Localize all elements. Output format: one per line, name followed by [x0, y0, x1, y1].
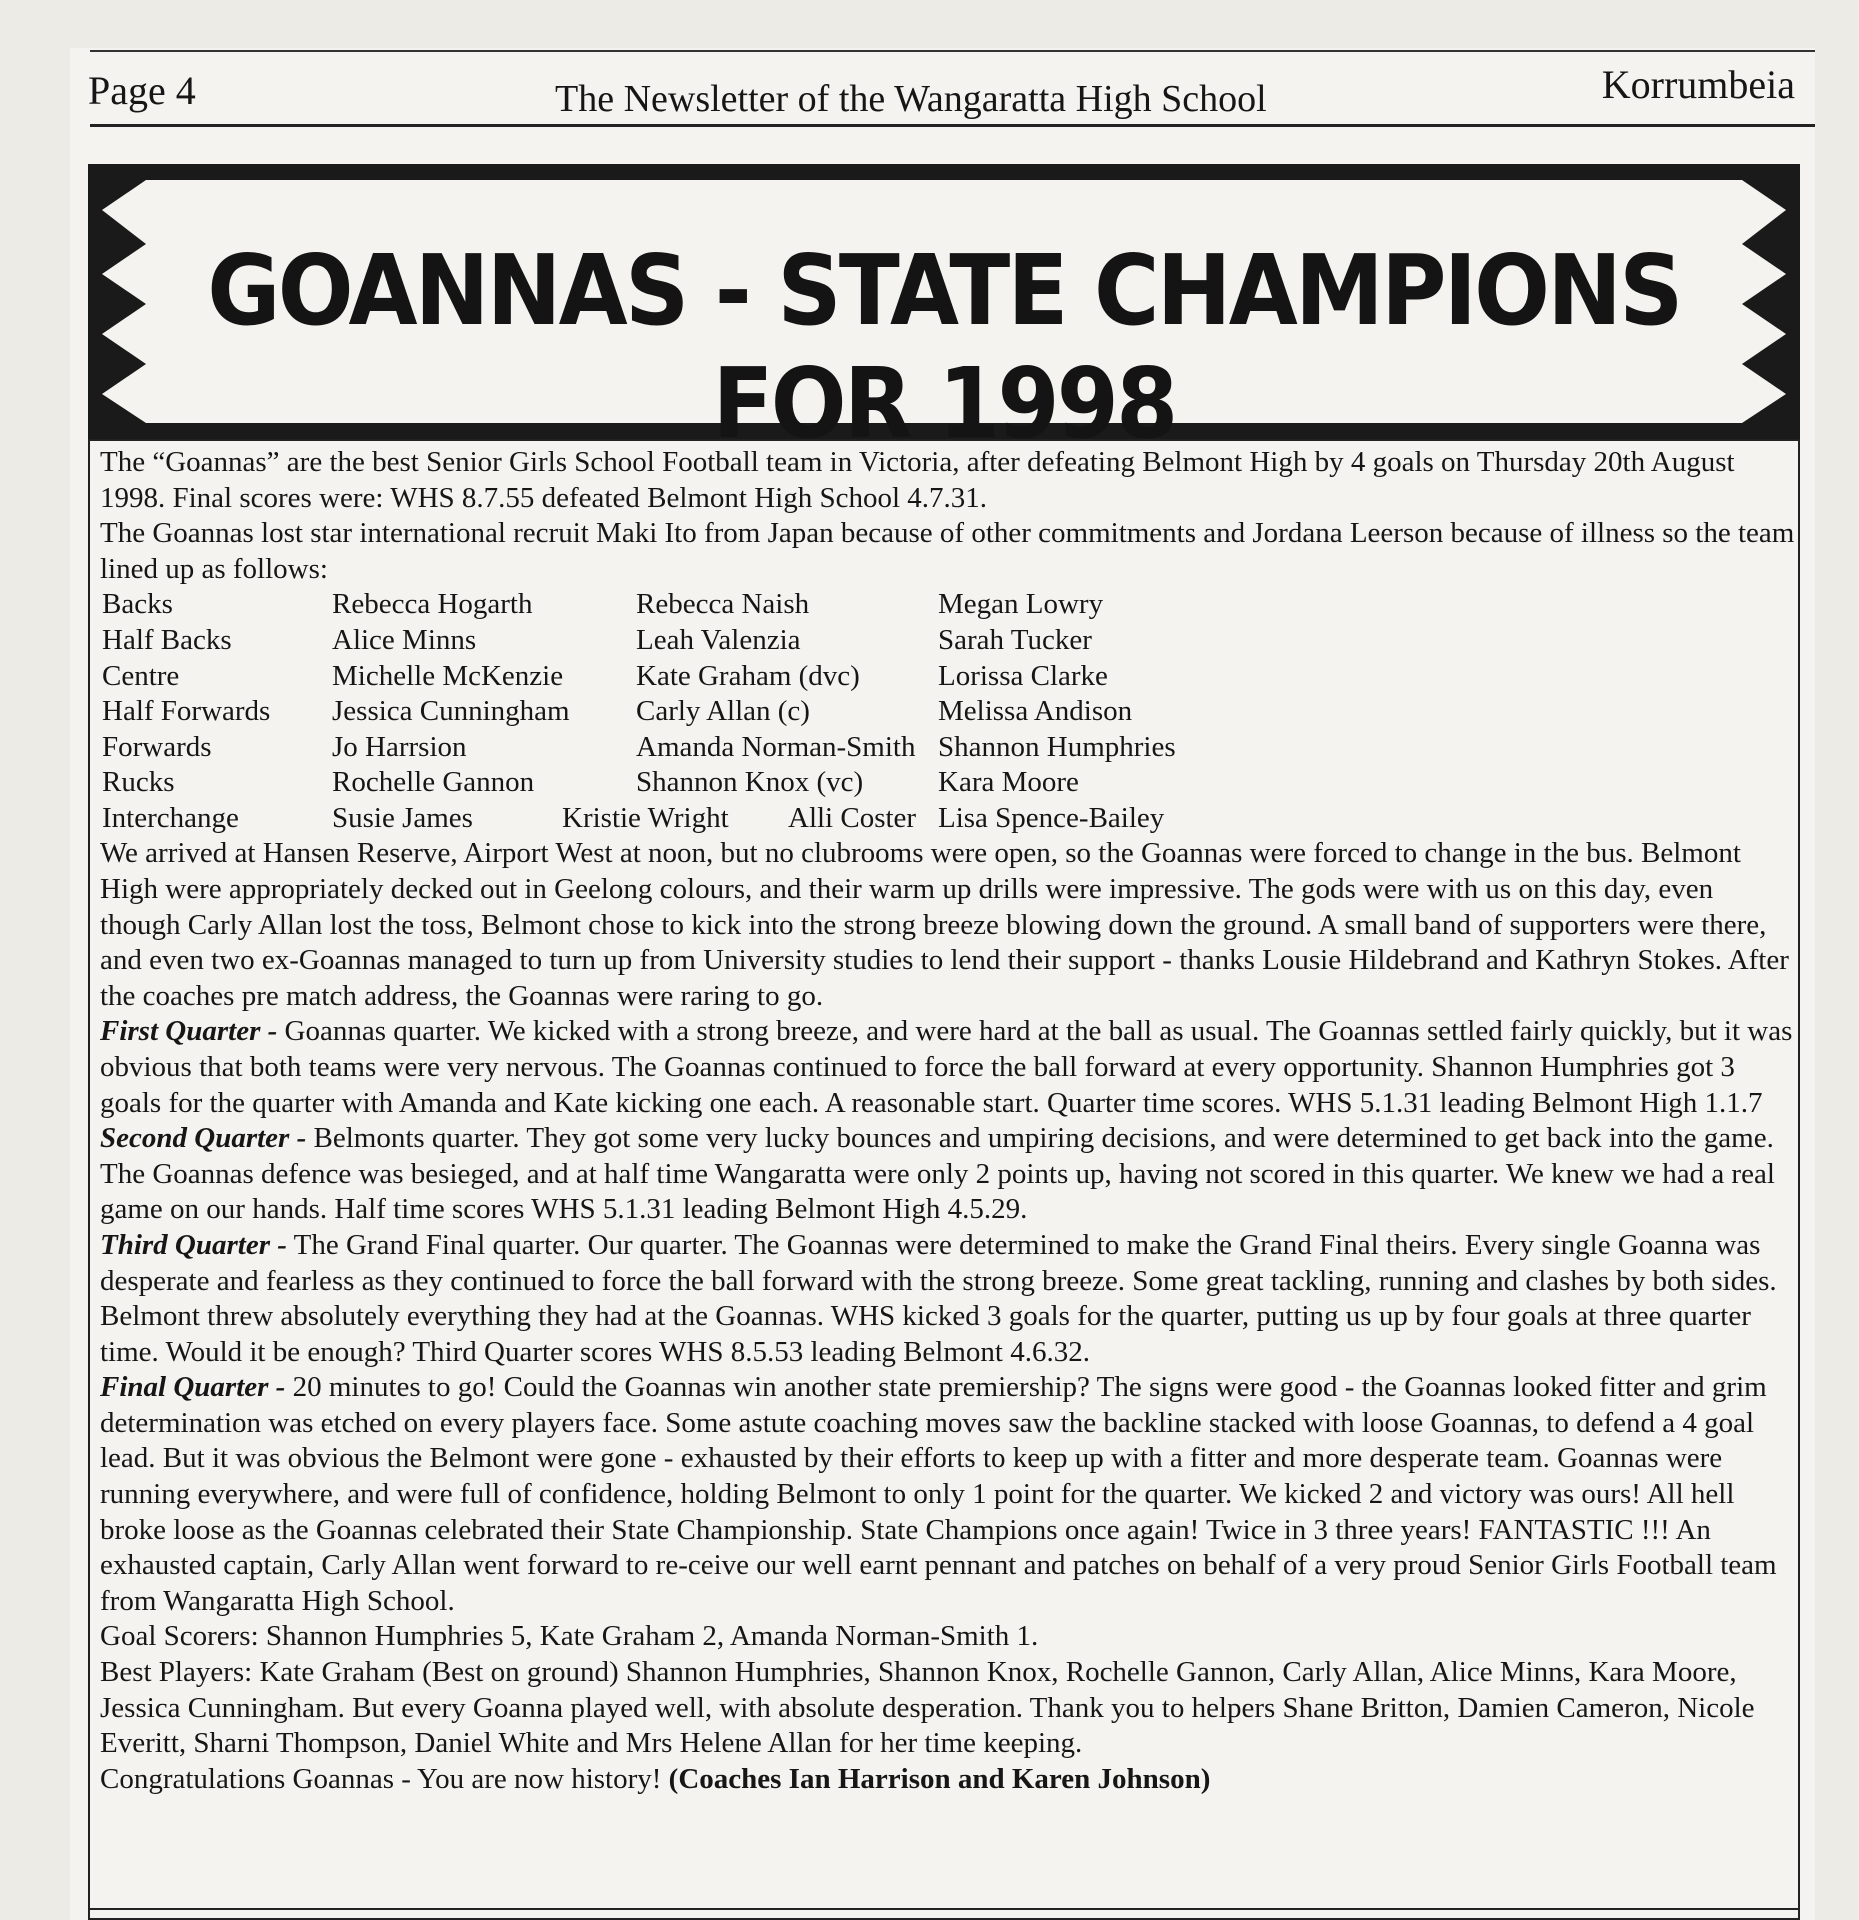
header-bottom-rule	[90, 124, 1815, 127]
lineup-position: Interchange	[102, 801, 239, 834]
article-bottom-rule	[90, 1908, 1798, 1910]
lineup-player: Lorissa Clarke	[938, 659, 1108, 692]
quarter-heading: Third Quarter -	[100, 1228, 287, 1261]
team-lineup	[100, 587, 1796, 836]
quarter-report	[100, 1014, 1796, 1121]
lineup-position: Half Forwards	[102, 695, 271, 728]
lineup-player: Shannon Humphries	[938, 730, 1176, 763]
lineup-player: Rochelle Gannon	[332, 766, 535, 799]
lineup-player: Melissa Andison	[938, 695, 1133, 728]
lineup-player: Kristie Wright	[562, 801, 729, 834]
quarter-report	[100, 1228, 1796, 1370]
article-body	[100, 445, 1796, 1797]
lineup-player: Jessica Cunningham	[332, 695, 570, 728]
lineup-player: Alli Coster	[788, 801, 917, 834]
goal-scorers: Goal Scorers: Shannon Humphries 5, Kate Graham 2, Amanda Norman-Smith 1.	[100, 1620, 1039, 1653]
quarter-heading: Second Quarter -	[100, 1122, 307, 1155]
lineup-position: Centre	[102, 659, 180, 692]
closing-line	[100, 1762, 1796, 1798]
coaches-credit: (Coaches Ian Harrison and Karen Johnson)	[668, 1762, 1211, 1795]
lineup-player: Amanda Norman-Smith	[636, 730, 916, 763]
page-number: Page 4	[88, 68, 196, 113]
lineup-player: Shannon Knox (vc)	[636, 766, 864, 799]
publication-name: Korrumbeia	[1601, 62, 1795, 107]
lineup-player: Carly Allan (c)	[636, 695, 810, 728]
arrival-paragraph: We arrived at Hansen Reserve, Airport West at noon, but no clubrooms were open, so the Goannas were forced to change in the bus. Belmont High were appropriately decked out in Geelong colours, and their warm up drills were impressive. The gods were with us on this day, even though Carly Allan lost the toss, Belmont chose to kick into the strong breeze blowing down the ground. A small band of supporters were there, and even two ex-Goannas managed to turn up from University studies to lend their support - thanks Lousie Hildebrand and Kathryn Stokes. After the coaches pre match address, the Goannas were raring to go.	[100, 837, 1789, 1012]
quarter-heading: Final Quarter -	[100, 1371, 286, 1404]
closing-text: Congratulations Goannas - You are now history!	[100, 1762, 669, 1795]
quarter-report	[100, 1121, 1796, 1228]
intro-paragraph: The “Goannas” are the best Senior Girls School Football team in Victoria, after defeating Belmont High by 4 goals on Thursday 20th August 1998. Final scores were: WHS 8.7.55 defeated Belmont High School 4.7.31.	[100, 446, 1735, 514]
lineup-player: Leah Valenzia	[636, 623, 801, 656]
quarter-report	[100, 1370, 1796, 1619]
quarter-text: Goannas quarter. We kicked with a strong breeze, and were hard at the ball as usual. The Goannas settled fairly quickly, but it was obvious that both teams were very nervous. The Goannas continued to force the ball forward at every opportunity. Shannon Humphries got 3 goals for the quarter with Amanda and Kate kicking one each. A reasonable start. Quarter time scores. WHS 5.1.31 leading Belmont High 1.1.7	[100, 1015, 1793, 1119]
lineup-position: Rucks	[102, 766, 175, 799]
headline-banner	[88, 164, 1800, 460]
quarter-text: The Grand Final quarter. Our quarter. The Goannas were determined to make the Grand Final theirs. Every single Goanna was desperate and fearless as they continued to force the ball forward with the strong breeze. Some great tackling, running and clashes by both sides. Belmont threw absolutely everything they had at the Goannas. WHS kicked 3 goals for the quarter, putting us up by four goals at three quarter time. Would it be enough? Third Quarter scores WHS 8.5.53 leading Belmont 4.6.32.	[100, 1228, 1777, 1368]
best-players: Best Players: Kate Graham (Best on ground) Shannon Humphries, Shannon Knox, Rochelle Gannon, Carly Allan, Alice Minns, Kara Moore, Jessica Cunningham. But every Goanna played well, with absolute desperation. Thank you to helpers Shane Britton, Damien Cameron, Nicole Everitt, Sharni Thompson, Daniel White and Mrs Helene Allan for her time keeping.	[100, 1656, 1755, 1760]
newsletter-page	[70, 48, 1815, 1920]
lineup-player: Jo Harrsion	[332, 730, 467, 763]
quarter-text: 20 minutes to go! Could the Goannas win another state premiership? The signs were good - the Goannas looked fitter and grim determination was etched on every players face. Some astute coaching moves saw the backline stacked with loose Goannas, to defend a 4 goal lead. But it was obvious the Belmont were gone - exhausted by their efforts to keep up with a fitter and more desperate team. Goannas were running everywhere, and were full of confidence, holding Belmont to only 1 point for the quarter. We kicked 2 and victory was ours! All hell broke loose as the Goannas celebrated their State Championship. State Champions once again! Twice in 3 three years! FANTASTIC !!! An exhausted captain, Carly Allan went forward to re-ceive our well earnt pennant and patches on behalf of a very proud Senior Girls Football team from Wangaratta High School.	[100, 1371, 1777, 1617]
newsletter-title: The Newsletter of the Wangaratta High School	[555, 78, 1267, 120]
lineup-position: Forwards	[102, 730, 212, 763]
article-box	[88, 439, 1800, 1920]
lineup-player: Sarah Tucker	[938, 623, 1092, 656]
header-top-rule	[90, 50, 1815, 52]
headline: GOANNAS - STATE CHAMPIONS FOR 1998	[207, 234, 1681, 460]
lineup-player: Megan Lowry	[938, 588, 1104, 621]
lineup-position: Half Backs	[102, 623, 232, 656]
lineup-player: Susie James	[332, 801, 473, 834]
lineup-player: Rebecca Naish	[636, 588, 810, 621]
lineup-player: Rebecca Hogarth	[332, 588, 533, 621]
quarter-text: Belmonts quarter. They got some very lucky bounces and umpiring decisions, and were determined to get back into the game. The Goannas defence was besieged, and at half time Wangaratta were only 2 points up, having not scored in this quarter. We knew we had a real game on our hands. Half time scores WHS 5.1.31 leading Belmont High 4.5.29.	[100, 1122, 1775, 1226]
lineup-player: Lisa Spence-Bailey	[938, 801, 1165, 834]
intro-paragraph: The Goannas lost star international recruit Maki Ito from Japan because of other commitments and Jordana Leerson because of illness so the team lined up as follows:	[100, 517, 1795, 585]
lineup-player: Kate Graham (dvc)	[636, 659, 860, 692]
lineup-player: Michelle McKenzie	[332, 659, 564, 692]
quarter-heading: First Quarter -	[100, 1015, 278, 1048]
lineup-position: Backs	[102, 588, 173, 621]
lineup-player: Kara Moore	[938, 766, 1079, 799]
lineup-player: Alice Minns	[332, 623, 477, 656]
